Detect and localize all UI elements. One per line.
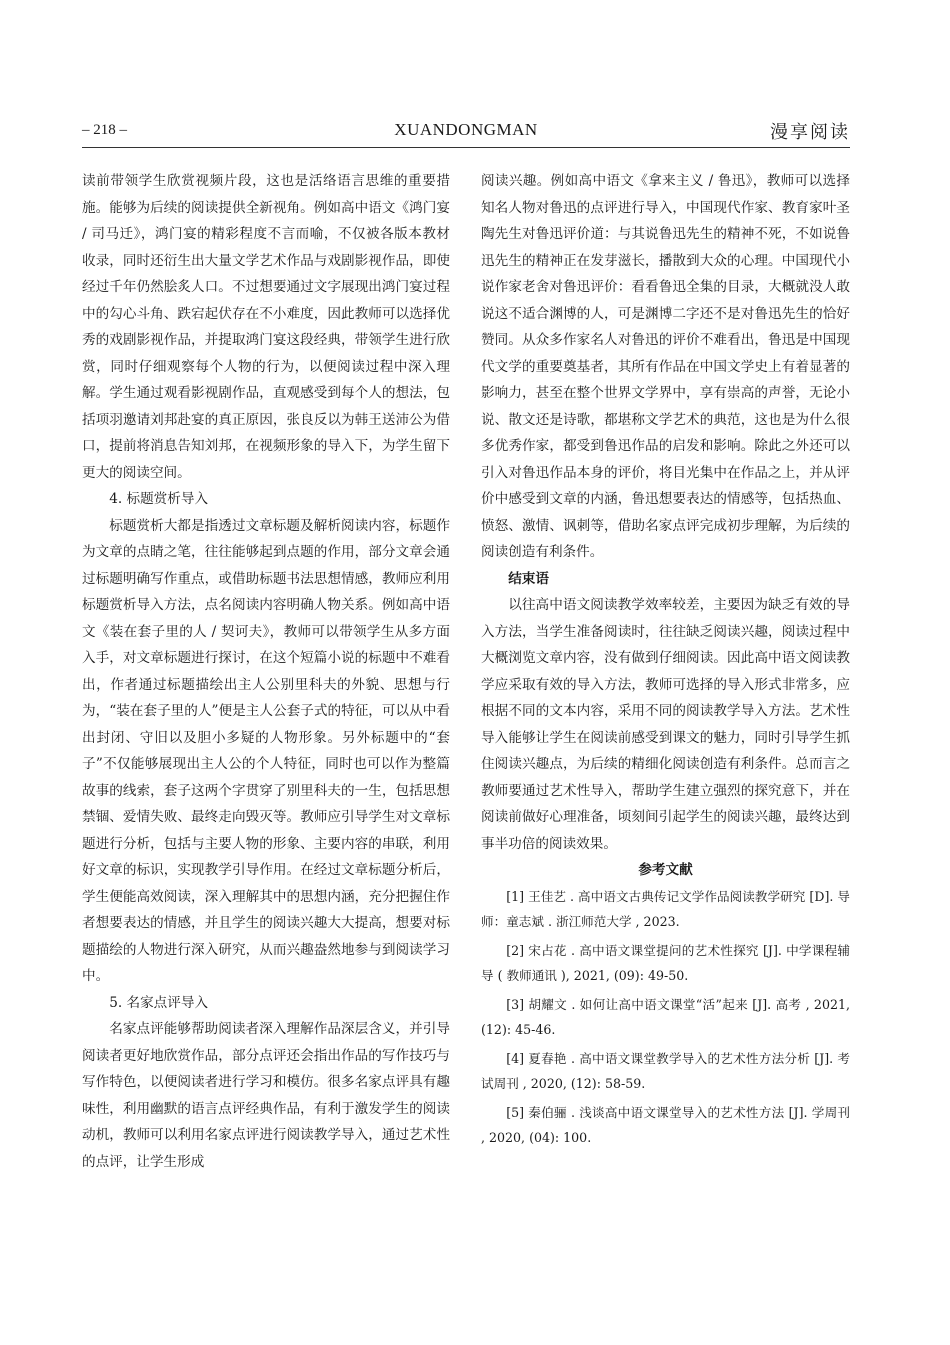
paragraph: 标题赏析大都是指透过文章标题及解析阅读内容，标题作为文章的点睛之笔，往往能够起到点题的作用，部分文章会通过标题明确写作重点，或借助标题书法思想情感，教师应利用标题赏析导入方法，点名阅读内容明确人物关系。例如高中语文《装在套子里的人 / 契诃夫》，教师可以带领学生从多方面入手，对文章标题进行探讨，在这个短篇小说的标题中不难看出，作者通过标题描绘出主人公别里科夫的外貌、思想与行为，“装在套子里的人”便是主人公套子式的特征，可以从中看出封闭、守旧以及胆小多疑的人物形象。另外标题中的“套子”不仅能够展现出主人公的个人特征，同时也可以作为整篇故事的线索，套子这两个字贯穿了别里科夫的一生，包括思想禁锢、爱情失败、最终走向毁灭等。教师应引导学生对文章标题进行分析，包括与主要人物的形象、主要内容的串联，利用好文章的标识，实现教学引导作用。在经过文章标题分析后，学生便能高效阅读，深入理解其中的思想内涵，充分把握住作者想要表达的情感，并且学生的阅读兴趣大大提高，想要对标题描绘的人物进行深入研究，从而兴趣盎然地参与到阅读学习中。: [82, 517, 450, 984]
left-column: [82, 168, 450, 1175]
conclusion-heading: 结束语: [508, 570, 549, 587]
column-name: 漫享阅读: [770, 122, 850, 143]
reference-list: [481, 884, 850, 1150]
section-heading-5: 5. 名家点评导入: [109, 994, 209, 1011]
reference-item: [3] 胡耀文 . 如何让高中语文课堂“活”起来 [J]. 高考 , 2021, (12): 45-46.: [481, 996, 850, 1037]
paragraph: 名家点评能够帮助阅读者深入理解作品深层含义，并引导阅读者更好地欣赏作品，部分点评还会指出作品的写作技巧与写作特色，以便阅读者进行学习和模仿。很多名家点评具有趣味性，利用幽默的语言点评经典作品，有利于激发学生的阅读动机，教师可以利用名家点评进行阅读教学导入，通过艺术性的点评，让学生形成: [82, 1021, 450, 1170]
paragraph: 读前带领学生欣赏视频片段，这也是活络语言思维的重要措施。能够为后续的阅读提供全新视角。例如高中语文《鸿门宴 / 司马迁》，鸿门宴的精彩程度不言而喻，不仅被各版本教材收录，同时还衍生出大量文学艺术作品与戏剧影视作品，即使经过千年仍然脍炙人口。不过想要通过文字展现出鸿门宴过程中的勾心斗角、跌宕起伏存在不小难度，因此教师可以选择优秀的戏剧影视作品，并提取鸿门宴这段经典，带领学生进行欣赏，同时仔细观察每个人物的行为，以便阅读过程中深入理解。学生通过观看影视剧作品，直观感受到每个人的想法，包括项羽邀请刘邦赴宴的真正原因，张良反以为韩王送沛公为借口，提前将消息告知刘邦，在视频形象的导入下，为学生留下更大的阅读空间。: [82, 173, 450, 481]
right-column: [481, 168, 850, 1154]
header-rule: [82, 147, 850, 148]
reference-item: [2] 宋占花 . 高中语文课堂提问的艺术性探究 [J]. 中学课程辅导 ( 教师通讯 ), 2021, (09): 49-50.: [481, 942, 850, 983]
paragraph: 阅读兴趣。例如高中语文《拿来主义 / 鲁迅》，教师可以选择知名人物对鲁迅的点评进行导入，中国现代作家、教育家叶圣陶先生对鲁迅评价道：与其说鲁迅先生的精神不死，不如说鲁迅先生的精神正在发芽滋长，播散到大众的心理。中国现代小说作家老舍对鲁迅评价：看看鲁迅全集的目录，大概就没人敢说这不适合渊博的人，可是渊博二字还不是对鲁迅先生的恰好赞同。从众多作家名人对鲁迅的评价不难看出，鲁迅是中国现代文学的重要奠基者，其所有作品在中国文学史上有着显著的影响力，甚至在整个世界文学界中，享有崇高的声誉，无论小说、散文还是诗歌，都堪称文学艺术的典范，这也是为什么很多优秀作家，都受到鲁迅作品的启发和影响。除此之外还可以引入对鲁迅作品本身的评价，将目光集中在作品之上，并从评价中感受到文章的内涵，鲁迅想要表达的情感等，包括热血、愤怒、激情、讽刺等，借助名家点评完成初步理解，为后续的阅读创造有利条件。: [481, 173, 850, 560]
references-heading: 参考文献: [638, 862, 693, 878]
paragraph: 以往高中语文阅读教学效率较差，主要因为缺乏有效的导入方法，当学生准备阅读时，往往缺乏阅读兴趣，阅读过程中大概浏览文章内容，没有做到仔细阅读。因此高中语文阅读教学应采取有效的导入方法，教师可选择的导入形式非常多，应根据不同的文本内容，采用不同的阅读教学导入方法。艺术性导入能够让学生在阅读前感受到课文的魅力，同时引导学生抓住阅读兴趣点，为后续的精细化阅读创造有利条件。总而言之教师要通过艺术性导入，帮助学生建立强烈的探究意下，并在阅读前做好心理准备，顷刻间引起学生的阅读兴趣，最终达到事半功倍的阅读效果。: [481, 597, 850, 852]
reference-item: [5] 秦伯骊 . 浅谈高中语文课堂导入的艺术性方法 [J]. 学周刊 , 2020, (04): 100.: [481, 1104, 850, 1145]
page-header: [82, 116, 850, 146]
reference-item: [4] 夏春艳 . 高中语文课堂教学导入的艺术性方法分析 [J]. 考试周刊 , 2020, (12): 58-59.: [481, 1050, 850, 1091]
journal-name: XUANDONGMAN: [394, 120, 538, 139]
page-number: – 218 –: [82, 122, 127, 138]
reference-item: [1] 王佳艺 . 高中语文古典传记文学作品阅读教学研究 [D]. 导师：童志斌 . 浙江师范大学 , 2023.: [481, 888, 850, 929]
section-heading-4: 4. 标题赏析导入: [109, 491, 209, 507]
